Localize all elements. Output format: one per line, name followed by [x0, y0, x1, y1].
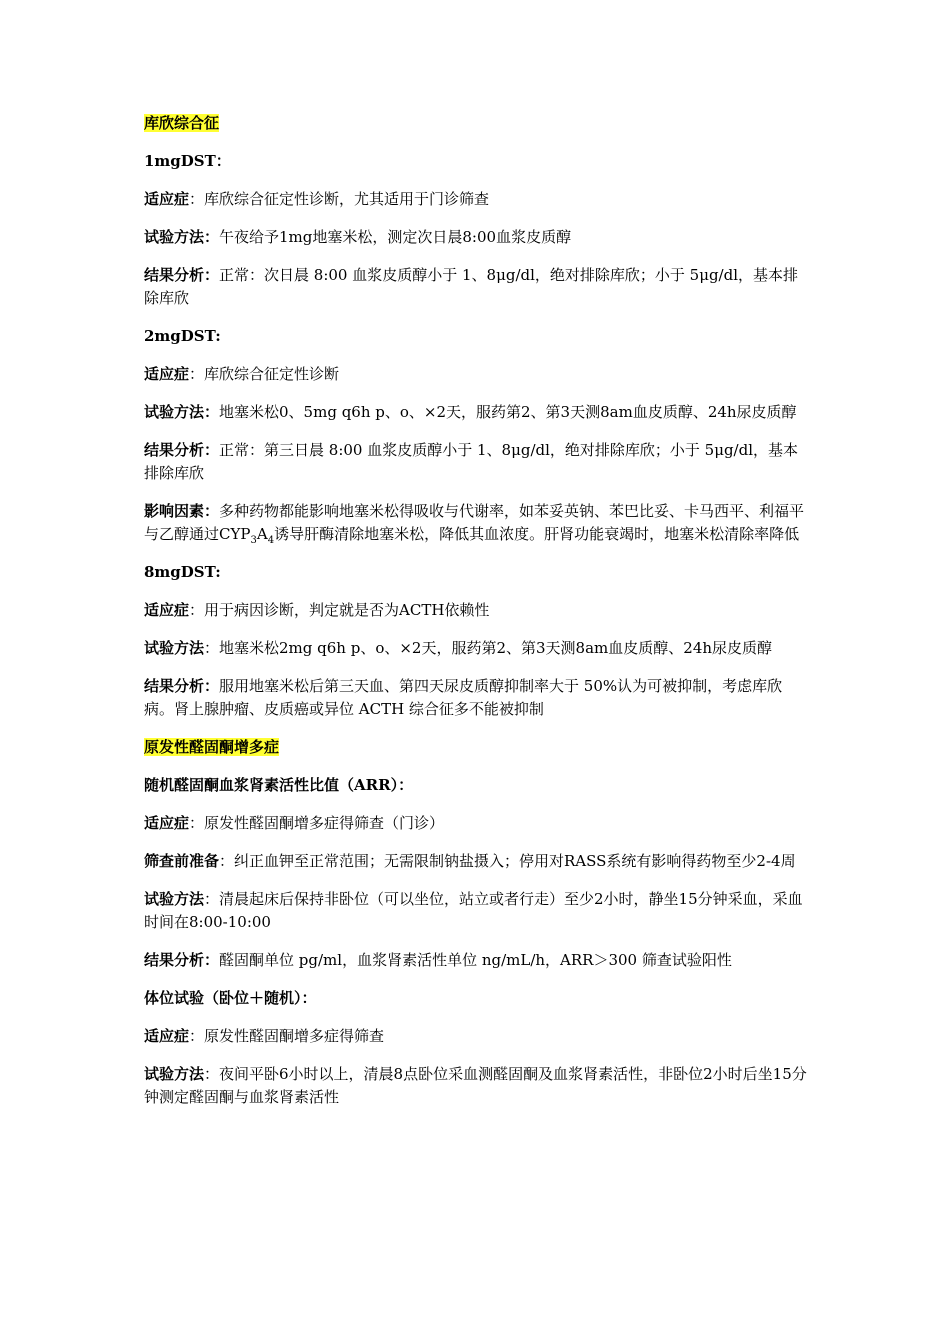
section-heading-aldosteronism: 原发性醛固酮增多症 [144, 738, 280, 756]
indication-paragraph: 适应症：原发性醛固酮增多症得筛查（门诊） [144, 814, 445, 832]
indication-paragraph: 适应症：用于病因诊断，判定就是否为ACTH依赖性 [144, 601, 490, 619]
method-paragraph: 试验方法：地塞米松2mg q6h p、o、×2天，服药第2、第3天测8am血皮质醇、24h尿皮质醇 [144, 639, 773, 657]
indication-paragraph: 适应症：库欣综合征定性诊断，尤其适用于门诊筛查 [144, 190, 490, 208]
test-title-posture: 体位试验（卧位＋随机）： [144, 989, 317, 1007]
test-title-1mg-dst: 1mgDST： [144, 152, 231, 170]
test-title-2mg-dst: 2mgDST: [144, 327, 221, 345]
section-heading-cushing: 库欣综合征 [144, 114, 220, 132]
indication-paragraph: 适应症：库欣综合征定性诊断 [144, 365, 340, 383]
result-paragraph: 结果分析：正常：第三日晨 8:00 血浆皮质醇小于 1、8μg/dl，绝对排除库欣；小于 5μg/dl，基本排除库欣 [144, 441, 799, 482]
factor-paragraph: 影响因素：多种药物都能影响地塞米松得吸收与代谢率，如苯妥英钠、苯巴比妥、卡马西平、利福平与乙醇通过$CYP_3A_4$诱导肝酶清除地塞米松，降低其血浓度。肝肾功能衰竭时，地塞米松清除率降低 [144, 502, 805, 546]
indication-paragraph: 适应症：原发性醛固酮增多症得筛查 [144, 1027, 385, 1045]
result-paragraph: 结果分析：服用地塞米松后第三天血、第四天尿皮质醇抑制率大于 50%认为可被抑制，考虑库欣病。肾上腺肿瘤、皮质癌或异位 ACTH 综合征多不能被抑制 [144, 677, 783, 718]
method-paragraph: 试验方法：午夜给予1mg地塞米松，测定次日晨8:00血浆皮质醇 [144, 228, 572, 246]
result-paragraph: 结果分析：醛固酮单位 pg/ml，血浆肾素活性单位 ng/mL/h，ARR＞300 筛查试验阳性 [144, 951, 732, 969]
preparation-paragraph: 筛查前准备：纠正血钾至正常范围；无需限制钠盐摄入；停用对RASS系统有影响得药物至少2-4周 [144, 852, 796, 870]
document-page [144, 112, 808, 1124]
method-paragraph: 试验方法：清晨起床后保持非卧位（可以坐位，站立或者行走）至少2小时，静坐15分钟采血，采血时间在8:00-10:00 [144, 890, 803, 931]
test-title-8mg-dst: 8mgDST: [144, 563, 221, 581]
result-paragraph: 结果分析：正常：次日晨 8:00 血浆皮质醇小于 1、8μg/dl，绝对排除库欣；小于 5μg/dl，基本排除库欣 [144, 266, 799, 307]
method-paragraph: 试验方法：夜间平卧6小时以上，清晨8点卧位采血测醛固酮及血浆肾素活性，非卧位2小时后坐15分钟测定醛固酮与血浆肾素活性 [144, 1065, 807, 1106]
method-paragraph: 试验方法：地塞米松0、5mg q6h p、o、×2天，服药第2、第3天测8am血皮质醇、24h尿皮质醇 [144, 403, 797, 421]
test-title-arr: 随机醛固酮血浆肾素活性比值（ARR）： [144, 776, 414, 794]
